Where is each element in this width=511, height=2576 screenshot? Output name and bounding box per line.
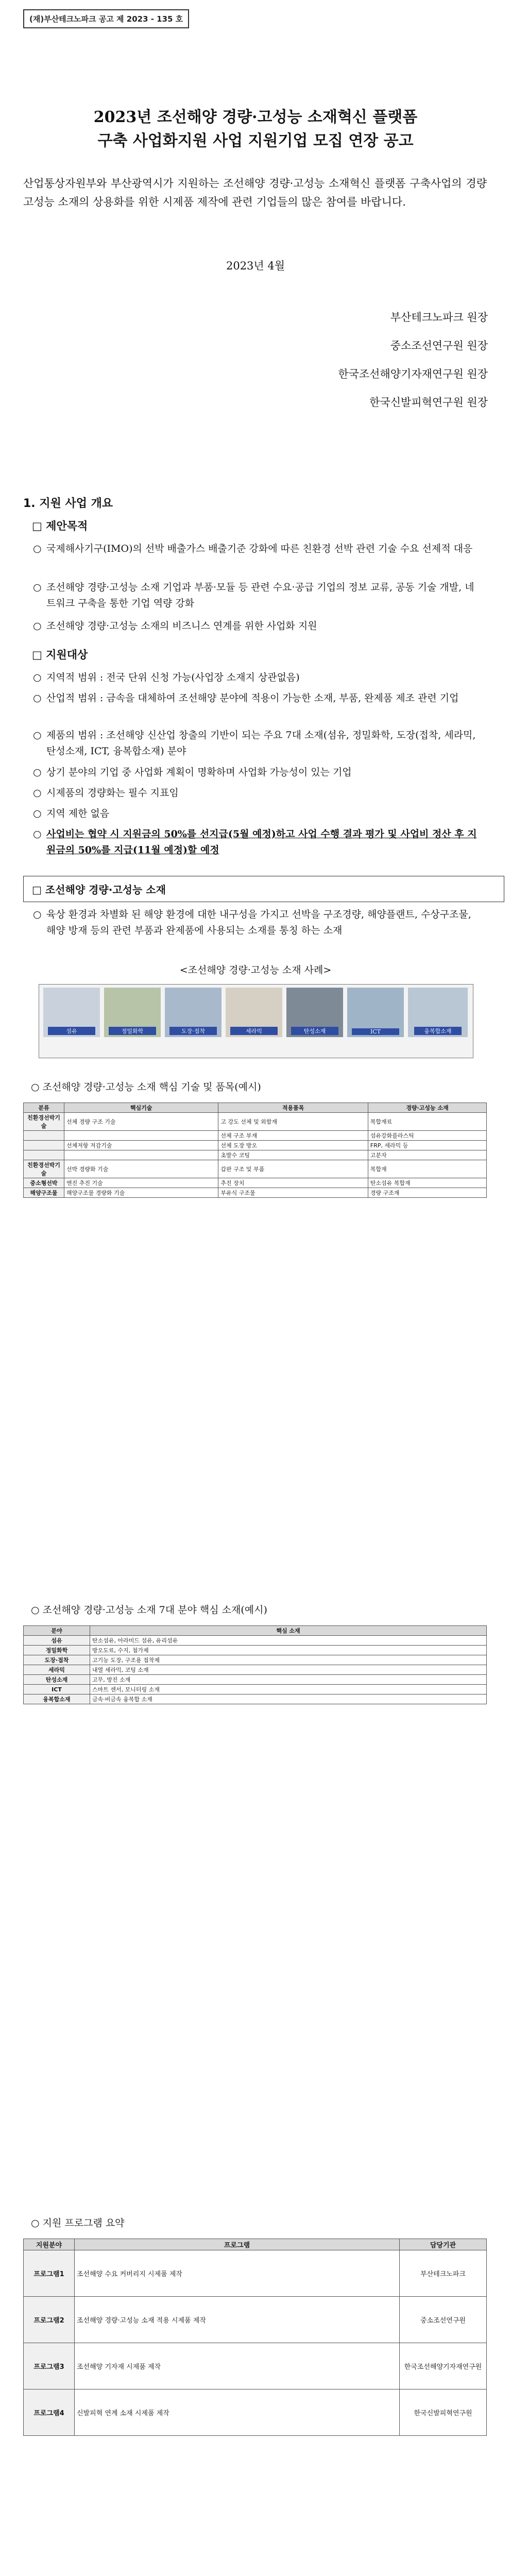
purpose-item-3: ○ 조선해양 경량·고성능 소재의 비즈니스 연계를 위한 사업화 지원 — [33, 620, 317, 632]
table1-header: 분류 — [24, 1103, 64, 1113]
table-row: 초발수 코팅 고분자 — [24, 1150, 487, 1160]
announcement-date: 2023년 4월 — [226, 260, 285, 272]
table2-header: 핵심 소재 — [90, 1626, 487, 1636]
target-item-funding: ○ 사업비는 협약 시 지원금의 50%를 선지급(5월 예정)하고 사업 수행 결과 평가 및 사업비 정산 후 지원금의 50%를 지급(11월 예정)할 예정 — [33, 828, 477, 856]
table2-header: 분야 — [24, 1626, 90, 1636]
table-row: 도장·접착 고기능 도장, 구조용 접착제 — [24, 1655, 487, 1665]
org-2: 중소조선연구원 원장 — [390, 340, 488, 352]
org-3: 한국조선해양기자재연구원 원장 — [338, 368, 488, 380]
program-summary-title: ○ 지원 프로그램 요약 — [31, 2217, 125, 2229]
table-row: 프로그램4 신발피혁 연계 소재 시제품 제작 한국신발피혁연구원 — [24, 2389, 487, 2436]
title-line-2: 구축 사업화지원 사업 지원기업 모집 연장 공고 — [97, 132, 414, 150]
table-row: 프로그램3 조선해양 기자재 시제품 제작 한국조선해양기자재연구원 — [24, 2343, 487, 2389]
title-line-1: 2023년 조선해양 경량·고성능 소재혁신 플랫폼 — [93, 108, 418, 126]
target-item-3: ○ 제품의 범위 : 조선해양 신산업 창출의 기반이 되는 주요 7대 소재(섬유, 정밀화학, 도장(접착, 세라믹, 탄성소재, ICT, 융복합소재) 분야 — [33, 730, 476, 757]
target-item-6: ○ 지역 제한 없음 — [33, 808, 110, 819]
target-item-4: ○ 상기 분야의 기업 중 사업화 계획이 명확하며 사업화 가능성이 있는 기업 — [33, 767, 352, 778]
table1-header: 경량·고성능 소재 — [368, 1103, 486, 1113]
target-item-5: ○ 시제품의 경량화는 필수 지표임 — [33, 787, 179, 799]
table-row: 프로그램1 조선해양 수요 커버리지 시제품 제작 부산테크노파크 — [24, 2250, 487, 2297]
table-row: 융복합소재 금속·비금속 융복합 소재 — [24, 1694, 487, 1704]
table-row: 탄성소재 고무, 방진 소재 — [24, 1675, 487, 1685]
table-row: 정밀화학 방오도료, 수지, 첨가제 — [24, 1646, 487, 1655]
example-fiber: 섬유 — [43, 988, 100, 1037]
org-1: 부산테크노파크 원장 — [390, 311, 488, 324]
example-ceramic: 세라믹 — [226, 988, 282, 1037]
program-summary-table — [23, 2239, 487, 2436]
org-4: 한국신발피혁연구원 원장 — [369, 396, 488, 409]
topic-description: ○ 육상 환경과 차별화 된 해양 환경에 대한 내구성을 가지고 선박을 구조경량, 해양플랜트, 수상구조물, 해양 방재 등의 관련 부품과 완제품에 사용되는 소재를 통칭 하는 소재 — [33, 909, 471, 936]
target-item-1: ○ 지역적 범위 : 전국 단위 신청 가능(사업장 소재지 상관없음) — [33, 672, 300, 683]
intro-paragraph: 산업통상자원부와 부산광역시가 지원하는 조선해양 경량·고성능 소재혁신 플랫폼 구축사업의 경량고성능 소재의 상용화를 위한 시제품 제작에 관련 기업들의 많은 참여를 바랍니다. — [23, 177, 487, 208]
example-coating: 도장·접착 — [165, 988, 222, 1037]
table2-title: ○ 조선해양 경량·고성능 소재 7대 분야 핵심 소재(예시) — [31, 1604, 267, 1616]
table1-header: 적용품목 — [218, 1103, 368, 1113]
prog-header: 담당기관 — [400, 2239, 487, 2250]
section-1-heading: 1. 지원 사업 개요 — [23, 497, 113, 510]
example-chemical: 정밀화학 — [104, 988, 161, 1037]
purpose-heading: □ 제안목적 — [32, 520, 88, 532]
prog-header: 프로그램 — [75, 2239, 400, 2250]
material-examples-image — [39, 984, 473, 1058]
purpose-item-1: ○ 국제해사기구(IMO)의 선박 배출가스 배출기준 강화에 따른 친환경 선박 관련 기술 수요 선제적 대응 — [33, 543, 473, 554]
table1-title: ○ 조선해양 경량·고성능 소재 핵심 기술 및 품목(예시) — [31, 1081, 261, 1093]
announcement-number: (재)부산테크노파크 공고 제 2023 - 135 호 — [23, 9, 189, 28]
table-row: 친환경선박기술 선체 경량 구조 기술 고 강도 선체 및 외함재 복합재료 — [24, 1113, 487, 1131]
table-row: ICT 스마트 센서, 모니터링 소재 — [24, 1685, 487, 1694]
purpose-item-2: ○ 조선해양 경량·고성능 소재 기업과 부품·모듈 등 관련 수요·공급 기업의 정보 교류, 공동 기술 개발, 네트워크 구축을 통한 기업 역량 강화 — [33, 582, 474, 609]
example-composite: 융복합소재 — [408, 988, 468, 1037]
table-row: 선체저항 저감기술 선체 도장 방오 FRP, 세라믹 등 — [24, 1141, 487, 1150]
core-material-table — [23, 1625, 487, 1704]
table1-header: 핵심기술 — [64, 1103, 218, 1113]
table-row: 친환경선박기술 선박 경량화 기술 갑판 구조 및 부품 복합재 — [24, 1160, 487, 1178]
core-tech-table — [23, 1103, 487, 1198]
topic-box: □ 조선해양 경량·고성능 소재 — [23, 876, 504, 902]
table-row: 해양구조물 해양구조물 경량화 기술 부유식 구조물 경량 구조재 — [24, 1188, 487, 1198]
prog-header: 지원분야 — [24, 2239, 75, 2250]
target-heading: □ 지원대상 — [32, 649, 88, 661]
example-elastic: 탄성소재 — [286, 988, 343, 1037]
table-row: 세라믹 내열 세라믹, 코팅 소재 — [24, 1665, 487, 1675]
table-row: 섬유 탄소섬유, 아라미드 섬유, 유리섬유 — [24, 1636, 487, 1646]
table-row: 중소형선박 엔진 추진 기술 추진 장치 탄소섬유 복합재 — [24, 1178, 487, 1188]
target-item-2: ○ 산업적 범위 : 금속을 대체하여 조선해양 분야에 적용이 가능한 소재, 부품, 완제품 제조 관련 기업 — [33, 692, 459, 704]
table-row: 선체 구조 부재 섬유강화플라스틱 — [24, 1131, 487, 1141]
image-caption: <조선해양 경량·고성능 소재 사례> — [179, 964, 332, 976]
example-ict: ICT — [347, 988, 404, 1037]
table-row: 프로그램2 조선해양 경량·고성능 소재 적용 시제품 제작 중소조선연구원 — [24, 2297, 487, 2343]
